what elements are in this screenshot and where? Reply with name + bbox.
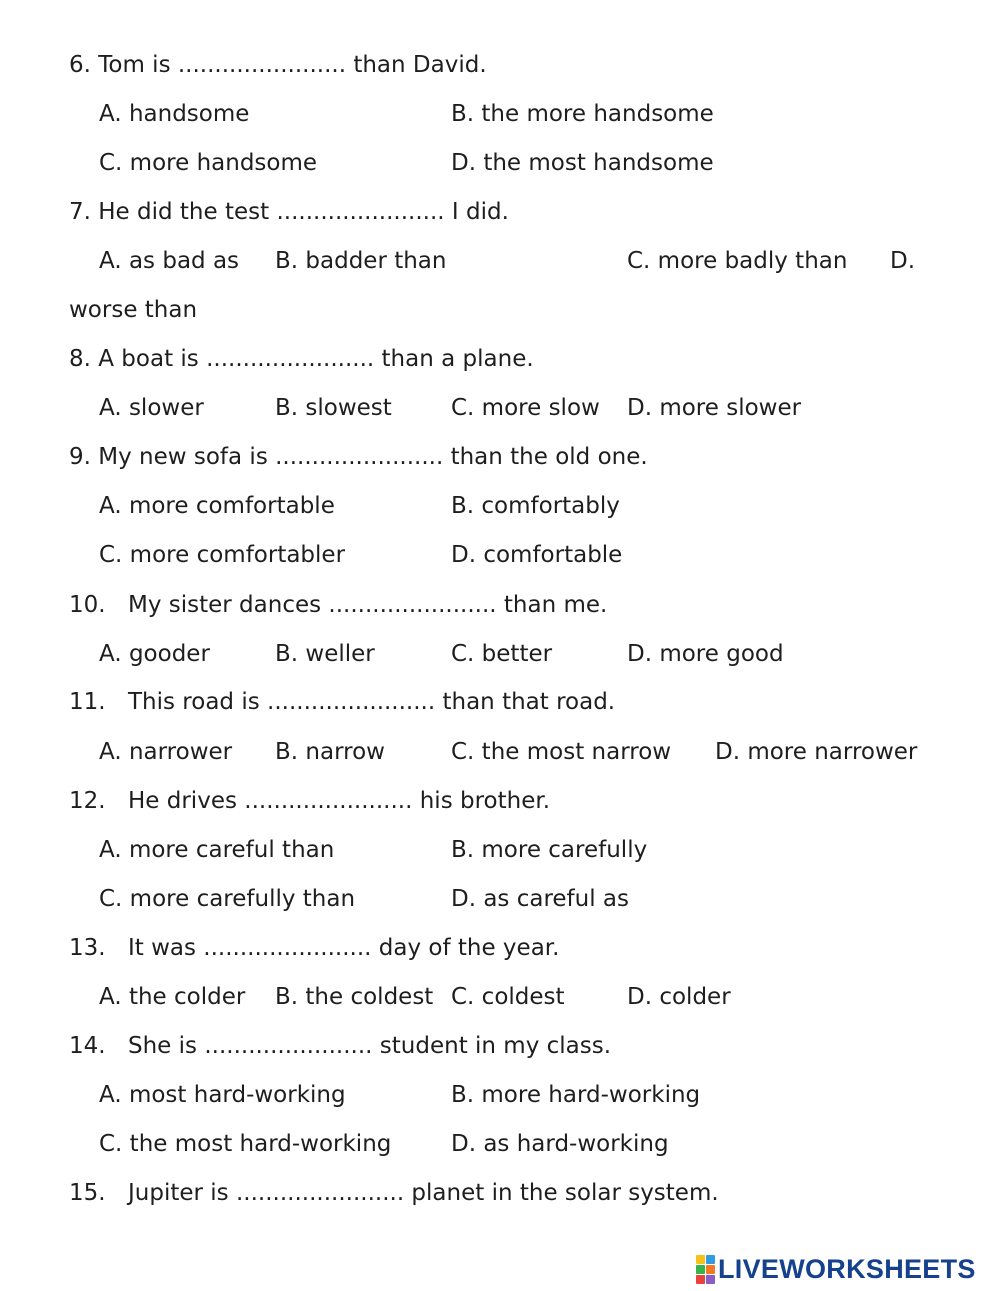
question-6-option-a: A. handsome (99, 101, 250, 127)
question-6-stem: 6. Tom is ....................... than David. (69, 52, 487, 78)
question-15-number: 15. (69, 1180, 106, 1206)
logo-text: LIVEWORKSHEETS (718, 1253, 976, 1284)
question-8-stem: 8. A boat is ....................... than a plane. (69, 346, 534, 372)
question-13-option-c: C. coldest (451, 984, 565, 1010)
logo-block (706, 1275, 715, 1284)
question-9-option-b: B. comfortably (451, 493, 620, 519)
logo-block (696, 1255, 705, 1264)
question-7-option-d-label: D. (890, 248, 916, 274)
logo-block (696, 1275, 705, 1284)
question-7-option-c: C. more badly than (627, 248, 848, 274)
question-6-option-d: D. the most handsome (451, 150, 714, 176)
question-8-option-d: D. more slower (627, 395, 802, 421)
question-10-stem: My sister dances ....................... than me. (128, 592, 608, 618)
question-13-number: 13. (69, 935, 106, 961)
question-7-stem: 7. He did the test ....................... I did. (69, 199, 509, 225)
question-14-number: 14. (69, 1033, 106, 1059)
question-13-option-b: B. the coldest (275, 984, 434, 1010)
question-14-option-c: C. the most hard-working (99, 1131, 392, 1157)
question-11-option-d: D. more narrower (715, 739, 918, 765)
question-12-number: 12. (69, 788, 106, 814)
question-8-option-c: C. more slow (451, 395, 600, 421)
logo-block (706, 1255, 715, 1264)
question-12-option-a: A. more careful than (99, 837, 335, 863)
question-14-option-d: D. as hard-working (451, 1131, 669, 1157)
question-10-option-d: D. more good (627, 641, 784, 667)
question-13-option-d: D. colder (627, 984, 731, 1010)
question-12-option-d: D. as careful as (451, 886, 630, 912)
question-6-option-b: B. the more handsome (451, 101, 714, 127)
question-7-option-a: A. as bad as (99, 248, 240, 274)
question-13-option-a: A. the colder (99, 984, 246, 1010)
question-12-stem: He drives ....................... his brother. (128, 788, 551, 814)
logo-block (696, 1265, 705, 1274)
question-10-number: 10. (69, 592, 106, 618)
question-11-option-a: A. narrower (99, 739, 233, 765)
liveworksheets-logo[interactable] (696, 1253, 976, 1285)
question-8-option-b: B. slowest (275, 395, 392, 421)
question-12-option-c: C. more carefully than (99, 886, 356, 912)
question-10-option-a: A. gooder (99, 641, 210, 667)
question-7-option-d-text: worse than (69, 297, 198, 323)
question-9-stem: 9. My new sofa is ....................... than the old one. (69, 444, 648, 470)
question-11-stem: This road is ....................... than that road. (128, 689, 616, 715)
question-13-stem: It was ....................... day of the year. (128, 935, 560, 961)
question-12-option-b: B. more carefully (451, 837, 648, 863)
question-7-option-b: B. badder than (275, 248, 447, 274)
question-10-option-c: C. better (451, 641, 553, 667)
question-11-option-b: B. narrow (275, 739, 385, 765)
question-10-option-b: B. weller (275, 641, 375, 667)
question-8-option-a: A. slower (99, 395, 204, 421)
question-11-option-c: C. the most narrow (451, 739, 672, 765)
question-11-number: 11. (69, 689, 106, 715)
question-9-option-d: D. comfortable (451, 542, 623, 568)
question-9-option-c: C. more comfortabler (99, 542, 346, 568)
logo-block (706, 1265, 715, 1274)
question-9-option-a: A. more comfortable (99, 493, 335, 519)
logo-blocks-icon (696, 1255, 715, 1284)
question-14-option-a: A. most hard-working (99, 1082, 346, 1108)
question-14-stem: She is ....................... student in my class. (128, 1033, 612, 1059)
question-6-option-c: C. more handsome (99, 150, 318, 176)
question-15-stem: Jupiter is ....................... planet in the solar system. (128, 1180, 719, 1206)
question-14-option-b: B. more hard-working (451, 1082, 701, 1108)
